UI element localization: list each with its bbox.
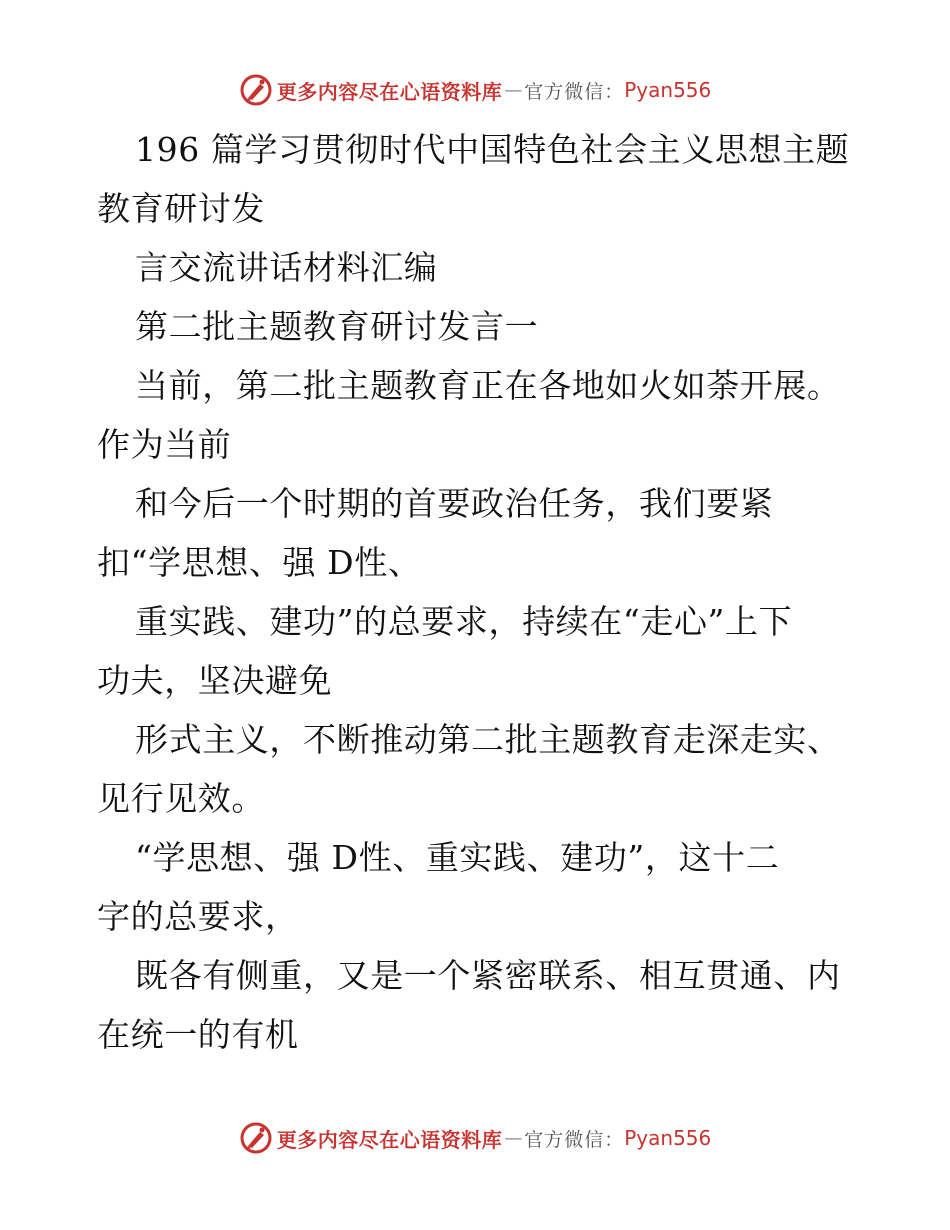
footer-banner-account: Pyan556 [624, 1126, 712, 1150]
body-line: 言交流讲话材料汇编 [135, 248, 438, 287]
footer-banner-sub: 官方微信： [524, 1128, 625, 1151]
body-line: 形式主义，不断推动第二批主题教育走深走实、 [135, 720, 841, 759]
body-line: 当前，第二批主题教育正在各地如火如荼开展。 [135, 366, 841, 405]
footer-banner [0, 1118, 950, 1158]
header-banner [0, 70, 950, 110]
body-line: 见行见效。 [97, 779, 265, 818]
body-line: 重实践、建功”的总要求，持续在“走心”上下 [135, 602, 793, 641]
body-line: 字的总要求， [97, 897, 299, 936]
body-line: 扣“学思想、强 D性、 [97, 543, 422, 582]
header-banner-main: 更多内容尽在心语资料库 [276, 79, 503, 104]
footer-banner-text [277, 1124, 712, 1153]
footer-banner-main: 更多内容尽在心语资料库 [276, 1127, 503, 1152]
document-body [97, 120, 857, 1064]
body-line: 作为当前 [97, 425, 232, 464]
body-line: 和今后一个时期的首要政治任务，我们要紧 [135, 484, 774, 523]
body-line: 第二批主题教育研讨发言一 [135, 307, 539, 346]
header-banner-sub: 官方微信： [524, 80, 625, 103]
footer-banner-dash: — [504, 1127, 523, 1149]
body-line: 功夫，坚决避免 [97, 661, 333, 700]
body-line: 196 篇学习贯彻时代中国特色社会主义思想主题 [135, 130, 850, 169]
body-line: 教育研讨发 [97, 189, 265, 228]
body-line: “学思想、强 D性、重实践、建功”，这十二 [135, 838, 780, 877]
body-line: 既各有侧重，又是一个紧密联系、相互贯通、内 [135, 956, 841, 995]
header-banner-dash: — [504, 79, 523, 101]
body-line: 在统一的有机 [97, 1015, 299, 1054]
header-banner-text [277, 76, 712, 105]
red-pen-circle-icon [239, 1121, 273, 1155]
header-banner-account: Pyan556 [624, 78, 712, 102]
red-pen-circle-icon [239, 73, 273, 107]
